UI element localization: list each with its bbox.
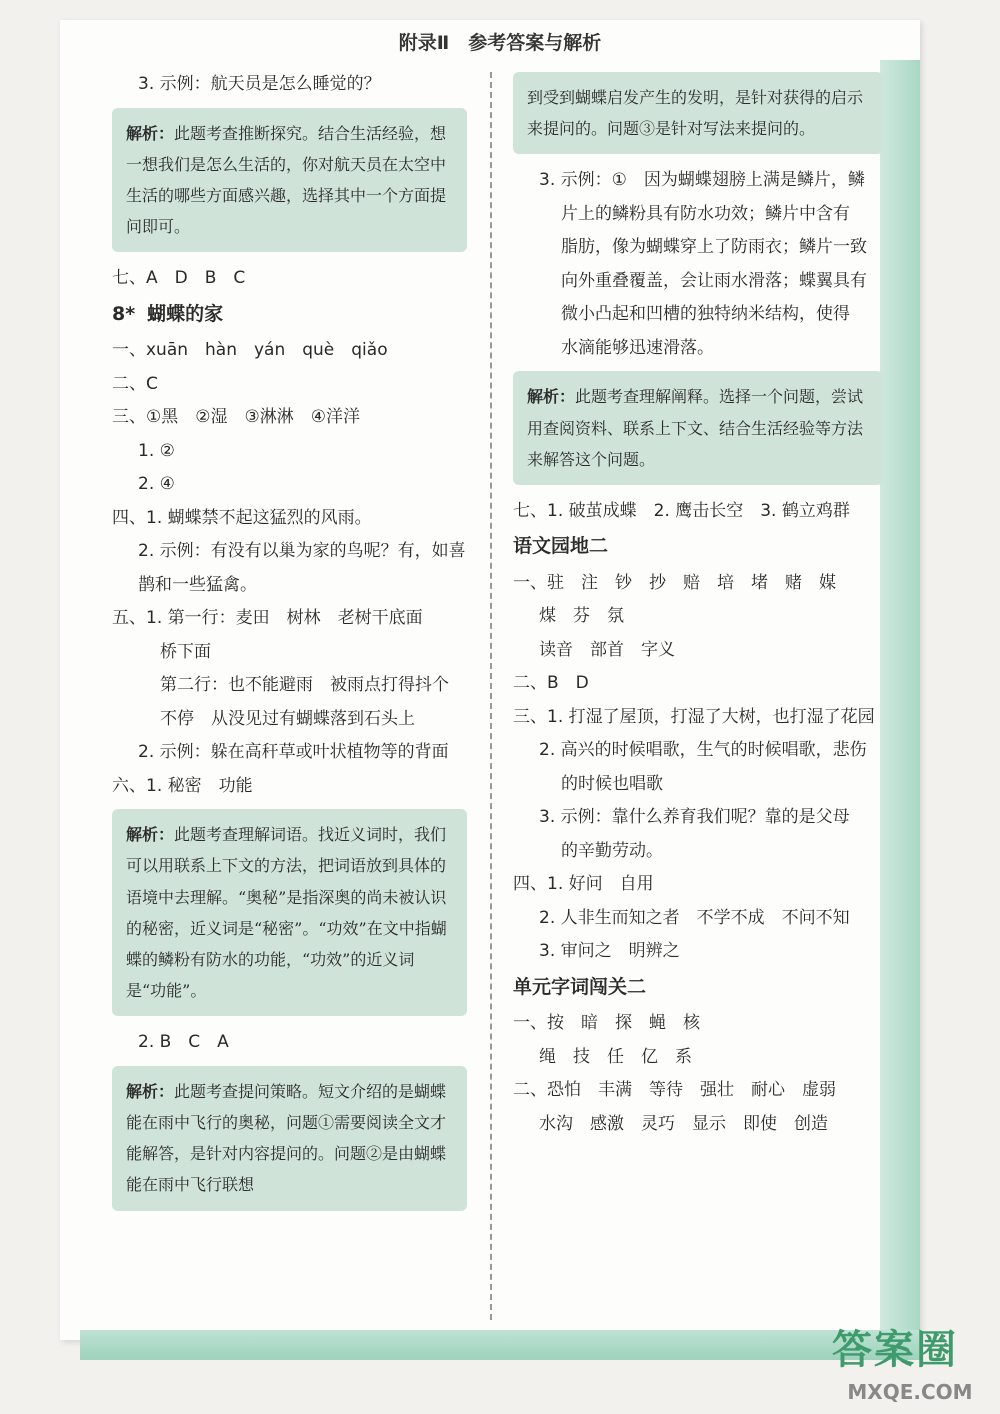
lesson-title <box>112 300 467 329</box>
page-edge-bottom <box>80 1330 920 1360</box>
analysis-box-continued <box>513 72 883 154</box>
answer-line: 二、恐怕 丰满 等待 强壮 耐心 虚弱 <box>513 1080 836 1101</box>
analysis-box <box>112 1066 467 1211</box>
answer-line: 向外重叠覆盖，会让雨水滑落；蝶翼具有 <box>561 270 867 291</box>
lesson-name: 蝴蝶的家 <box>147 302 224 325</box>
answer-line: 水滴能够迅速滑落。 <box>561 337 714 358</box>
analysis-text: 到受到蝴蝶启发产生的发明，是针对获得的启示来提问的。问题③是针对写法来提问的。 <box>527 88 864 139</box>
answer-line: 二、C <box>112 373 158 394</box>
page-edge-right <box>880 60 920 1350</box>
analysis-text: 此题考查理解词语。找近义词时，我们可以用联系上下文的方法，把词语放到具体的语境中去理解。“奥秘”是指深奥的尚未被认识的秘密，近义词是“秘密”。“功效”在文中指蝴蝶的鳞粉有防水的功能，“功效”的近义词是“功能”。 <box>126 825 447 1001</box>
analysis-tag: 解析： <box>126 123 175 143</box>
answer-line: 3. 示例：靠什么养育我们呢？靠的是父母 <box>539 807 850 828</box>
answer-line: 第二行：也不能避雨 被雨点打得抖个 <box>160 675 449 696</box>
column-divider <box>490 72 492 1320</box>
answer-line: 3. 审问之 明辨之 <box>539 941 680 962</box>
answer-line: 三、1. 打湿了屋顶，打湿了大树，也打湿了花园 <box>513 706 875 727</box>
answer-line: 读音 部首 字义 <box>539 639 675 660</box>
answer-line: 微小凸起和凹槽的独特纳米结构，使得 <box>561 304 850 325</box>
answer-line: 2. 示例：躲在高秆草或叶状植物等的背面 <box>138 742 449 763</box>
answer-line: 七、A D B C <box>112 268 246 289</box>
answer-line: 四、1. 好问 自用 <box>513 874 654 895</box>
answer-line: 七、1. 破茧成蝶 2. 鹰击长空 3. 鹤立鸡群 <box>513 500 850 521</box>
answer-line: 水沟 感激 灵巧 显示 即使 创造 <box>539 1113 828 1134</box>
analysis-box <box>112 108 467 253</box>
answer-line: 1. ② <box>138 440 175 461</box>
answer-line: 六、1. 秘密 功能 <box>112 775 253 796</box>
answer-line: 2. 示例：有没有以巢为家的鸟呢？有，如喜 <box>138 541 466 562</box>
answer-line: 桥下面 <box>160 641 211 662</box>
section-title: 语文园地二 <box>513 535 609 558</box>
answer-line: 煤 芬 氛 <box>539 606 624 627</box>
analysis-box <box>513 371 883 485</box>
analysis-tag: 解析： <box>126 1081 175 1101</box>
answer-line: 五、1. 第一行：麦田 树林 老树干底面 <box>112 608 423 629</box>
analysis-text: 此题考查理解阐释。选择一个问题，尝试用查阅资料、联系上下文、结合生活经验等方法来解答这个问题。 <box>527 387 864 469</box>
answer-line: 三、①黑 ②湿 ③淋淋 ④洋洋 <box>112 407 360 428</box>
answer-line: 一、xuān hàn yán què qiǎo <box>112 340 388 361</box>
section-title: 单元字词闯关二 <box>513 975 647 998</box>
analysis-box <box>112 809 467 1016</box>
watermark-logo: 答案圈 <box>832 1327 958 1373</box>
page-header: 附录Ⅱ 参考答案与解析 <box>398 32 602 54</box>
answer-line: 绳 技 任 亿 系 <box>539 1046 692 1067</box>
answer-line: 一、按 暗 探 蝇 核 <box>513 1013 700 1034</box>
left-column <box>112 72 467 1225</box>
analysis-tag: 解析： <box>527 387 576 407</box>
answer-line: 2. 人非生而知之者 不学不成 不问不知 <box>539 907 850 928</box>
watermark-site: MXQE.COM <box>847 1380 973 1404</box>
analysis-text: 此题考查提问策略。短文介绍的是蝴蝶能在雨中飞行的奥秘，问题①需要阅读全文才能解答，是针对内容提问的。问题②是由蝴蝶能在雨中飞行联想 <box>126 1081 447 1195</box>
analysis-tag: 解析： <box>126 825 175 845</box>
answer-line: 2. 高兴的时候唱歌，生气的时候唱歌，悲伤 <box>539 740 867 761</box>
right-column <box>513 72 883 1145</box>
answer-line: 的辛勤劳动。 <box>561 840 663 861</box>
analysis-text: 此题考查推断探究。结合生活经验，想一想我们是怎么生活的，你对航天员在太空中生活的哪些方面感兴趣，选择其中一个方面提问即可。 <box>126 123 447 237</box>
answer-line: 2. B C A <box>138 1032 229 1053</box>
answer-line: 不停 从没见过有蝴蝶落到石头上 <box>160 708 415 729</box>
answer-line: 的时候也唱歌 <box>561 773 663 794</box>
answer-line: 3. 示例：航天员是怎么睡觉的？ <box>138 74 381 94</box>
answer-line: 一、驻 注 钞 抄 赔 培 堵 赌 媒 <box>513 572 836 593</box>
answer-line: 片上的鳞粉具有防水功效；鳞片中含有 <box>561 203 850 224</box>
answer-line: 四、1. 蝴蝶禁不起这猛烈的风雨。 <box>112 507 372 528</box>
answer-line: 鹊和一些猛禽。 <box>138 574 257 595</box>
answer-line: 2. ④ <box>138 474 175 495</box>
lesson-number: 8* <box>112 302 136 325</box>
answer-line: 二、B D <box>513 673 589 694</box>
answer-line: 3. 示例：① 因为蝴蝶翅膀上满是鳞片，鳞 <box>539 170 865 191</box>
answer-line: 脂肪，像为蝴蝶穿上了防雨衣；鳞片一致 <box>561 237 867 258</box>
